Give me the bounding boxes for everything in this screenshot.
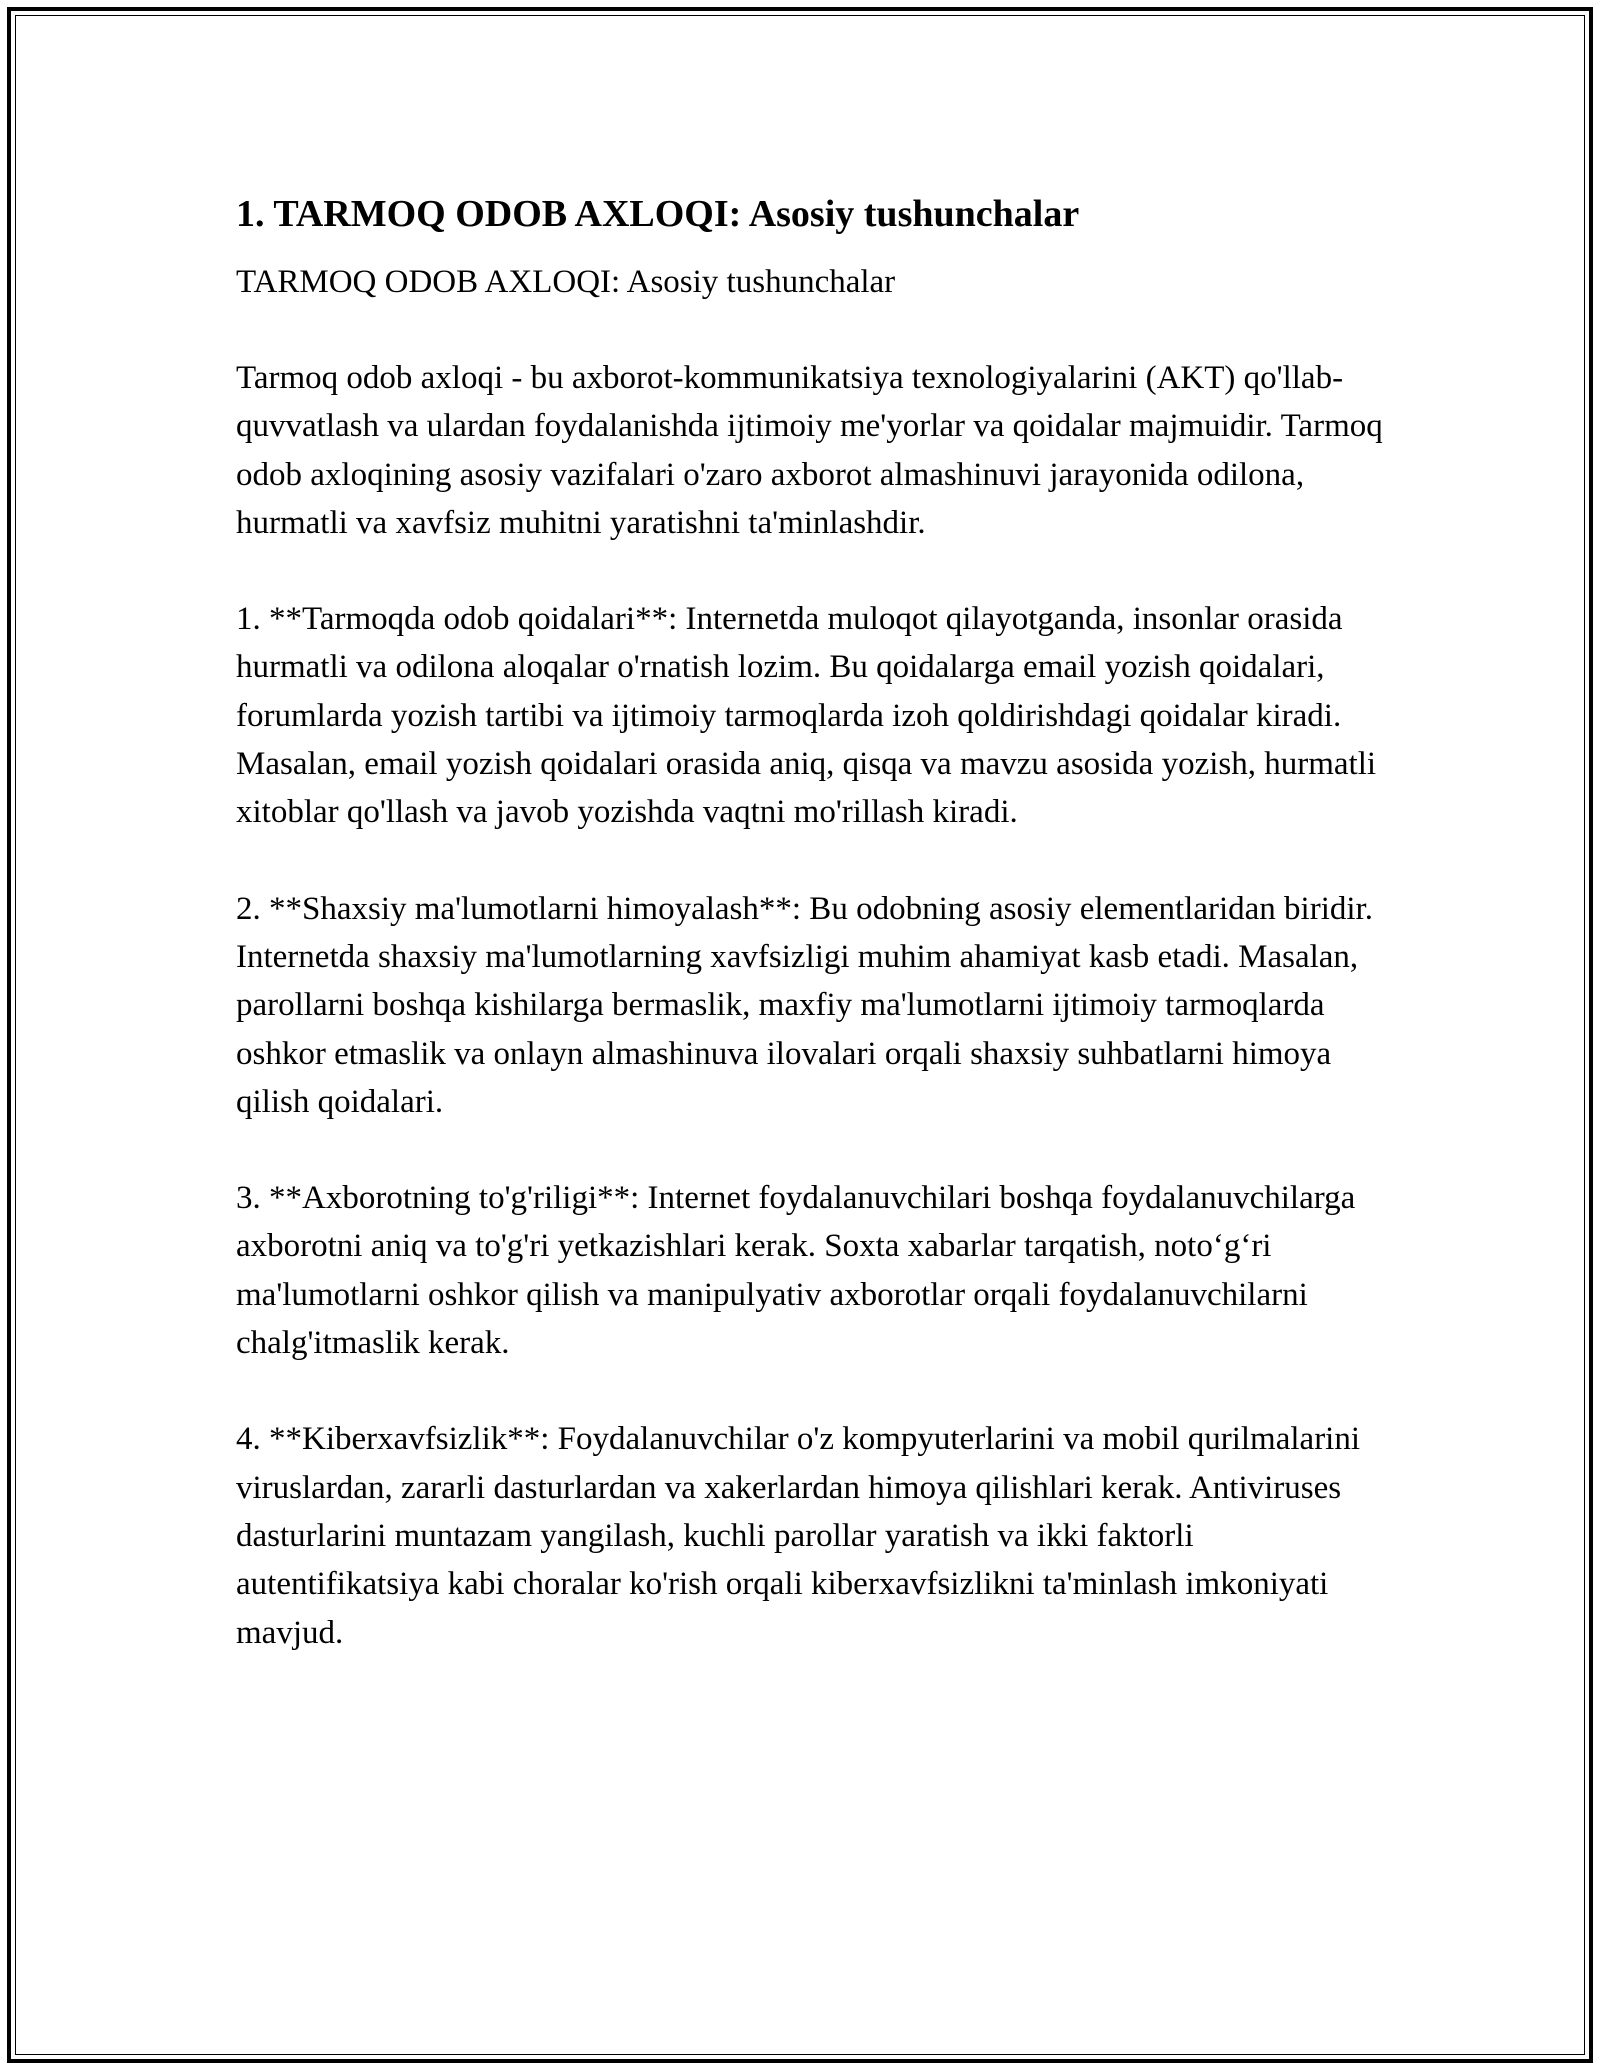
intro-paragraph: Tarmoq odob axloqi - bu axborot-kommunikatsiya texnologiyalarini (AKT) qo'llab-quvvatlash va ulardan foydalanishda ijtimoiy me'yorlar va qoidalar majmuidir. Tarmoq odob axloqining asosiy vazifalari o'zaro axborot almashinuvi jarayonida odilona, hurmatli va xavfsiz muhitni yaratishni ta'minlashdir. bbox=[236, 360, 1383, 541]
page-title: 1. TARMOQ ODOB AXLOQI: Asosiy tushunchalar bbox=[236, 193, 1080, 235]
paragraph-information-accuracy: 3. **Axborotning to'g'riligi**: Internet foydalanuvchilari boshqa foydalanuvchilarga axborotni aniq va to'g'ri yetkazishlari kerak. Soxta xabarlar tarqatish, noto‘g‘ri ma'lumotlarni oshkor qilish va manipulyativ axborotlar orqali foydalanuvchilarni chalg'itmaslik kerak. bbox=[236, 1180, 1356, 1362]
paragraph-cybersecurity: 4. **Kiberxavfsizlik**: Foydalanuvchilar o'z kompyuterlarini va mobil qurilmalarini viruslardan, zararli dasturlardan va xakerlardan himoya qilishlari kerak. Antiviruses dasturlarini muntazam yangilash, kuchli parollar yaratish va ikki faktorli autentifikatsiya kabi choralar ko'rish orqali kiberxavfsizlikni ta'minlash imkoniyati mavjud. bbox=[236, 1421, 1361, 1651]
document-body bbox=[236, 190, 1386, 1657]
paragraph-personal-data: 2. **Shaxsiy ma'lumotlarni himoyalash**: Bu odobning asosiy elementlaridan biridir. Internetda shaxsiy ma'lumotlarning xavfsizligi muhim ahamiyat kasb etadi. Masalan, parollarni boshqa kishilarga bermaslik, maxfiy ma'lumotlarni ijtimoiy tarmoqlarda oshkor etmaslik va onlayn almashinuva ilovalari orqali shaxsiy suhbatlarni himoya qilish qoidalari. bbox=[236, 890, 1373, 1120]
paragraph-network-etiquette: 1. **Tarmoqda odob qoidalari**: Internetda muloqot qilayotganda, insonlar orasida hurmatli va odilona aloqalar o'rnatish lozim. Bu qoidalarga email yozish qoidalari, forumlarda yozish tartibi va ijtimoiy tarmoqlarda izoh qoldirishdagi qoidalar kiradi. Masalan, email yozish qoidalari orasida aniq, qisqa va mavzu asosida yozish, hurmatli xitoblar qo'llash va javob yozishda vaqtni mo'rillash kiradi. bbox=[236, 601, 1377, 831]
document-subtitle: TARMOQ ODOB AXLOQI: Asosiy tushunchalar bbox=[236, 264, 896, 300]
